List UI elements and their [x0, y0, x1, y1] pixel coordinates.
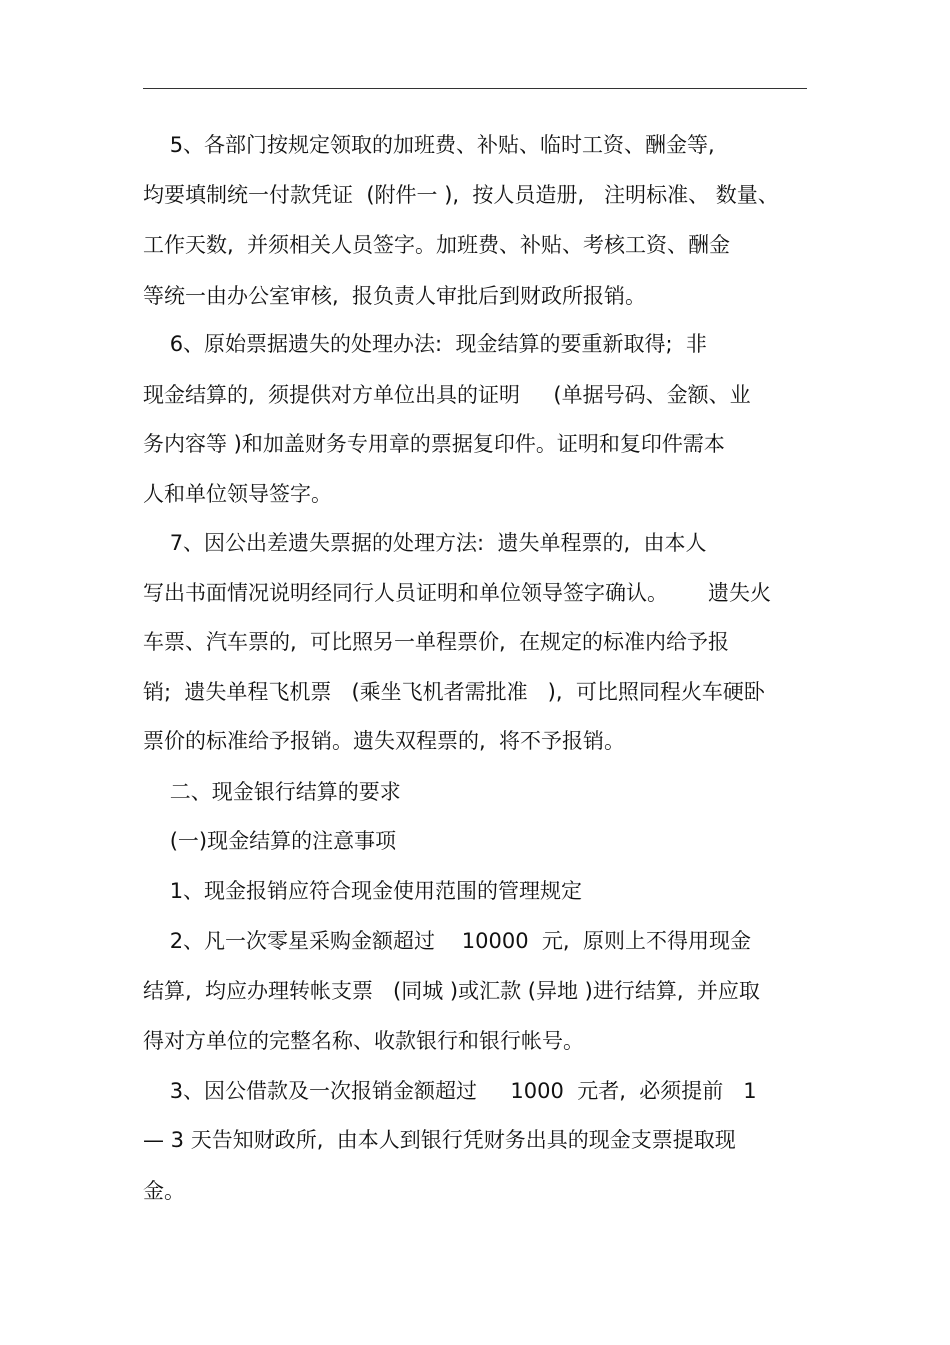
text-line: 5、各部门按规定领取的加班费、补贴、临时工资、酬金等,	[143, 133, 715, 157]
text-line: 车票、汽车票的, 可比照另一单程票价, 在规定的标准内给予报	[143, 630, 730, 654]
text-line: 销; 遗失单程飞机票 (乘坐飞机者需批准 ), 可比照同程火车硬卧	[143, 680, 765, 704]
subsection-heading: (一)现金结算的注意事项	[143, 829, 397, 853]
text-line: 现金结算的, 须提供对方单位出具的证明 (单据号码、金额、业	[143, 383, 751, 407]
text-line: 均要填制统一付款凭证 (附件一 ), 按人员造册, 注明标准、 数量、	[143, 183, 779, 207]
text-line: 6、原始票据遗失的处理办法: 现金结算的要重新取得; 非	[143, 332, 707, 356]
text-line: 写出书面情况说明经同行人员证明和单位领导签字确认。 遗失火	[143, 581, 772, 605]
text-line: — 3 天告知财政所, 由本人到银行凭财务出具的现金支票提取现	[143, 1128, 736, 1152]
text-line: 金。	[143, 1179, 185, 1203]
text-line: 票价的标准给予报销。遗失双程票的, 将不予报销。	[143, 729, 626, 753]
text-line: 人和单位领导签字。	[143, 482, 332, 506]
text-line: 结算, 均应办理转帐支票 (同城 )或汇款 (异地 )进行结算, 并应取	[143, 979, 760, 1003]
text-line: 等统一由办公室审核, 报负责人审批后到财政所报销。	[143, 284, 647, 308]
text-line: 务内容等 )和加盖财务专用章的票据复印件。证明和复印件需本	[143, 432, 725, 456]
text-line: 1、现金报销应符合现金使用范围的管理规定	[143, 879, 583, 903]
text-line: 得对方单位的完整名称、收款银行和银行帐号。	[143, 1029, 584, 1053]
text-line: 7、因公出差遗失票据的处理方法: 遗失单程票的, 由本人	[143, 531, 707, 555]
header-rule	[143, 88, 807, 89]
text-line: 3、因公借款及一次报销金额超过 1000 元者, 必须提前 1	[143, 1079, 757, 1103]
text-line: 2、凡一次零星采购金额超过 10000 元, 原则上不得用现金	[143, 929, 751, 953]
section-heading: 二、现金银行结算的要求	[143, 780, 401, 804]
text-line: 工作天数, 并须相关人员签字。加班费、补贴、考核工资、酬金	[143, 233, 731, 257]
